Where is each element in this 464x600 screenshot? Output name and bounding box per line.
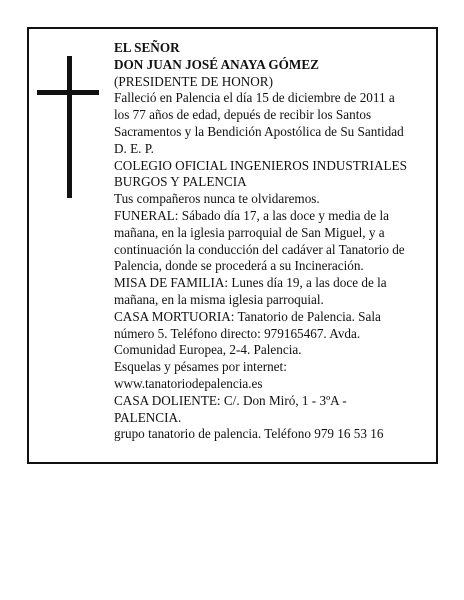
notice-line: Tus compañeros nunca te olvidaremos. xyxy=(114,191,320,207)
obituary-text xyxy=(114,40,426,443)
notice-line: grupo tanatorio de palencia. Teléfono 979 16 53 16 xyxy=(114,426,384,442)
notice-line: COLEGIO OFICIAL INGENIEROS INDUSTRIALES xyxy=(114,157,407,173)
notice-line: D. E. P. xyxy=(114,140,154,156)
notice-line: mañana, en la iglesia parroquial de San Miguel, y a xyxy=(114,224,385,240)
notice-line: continuación la conducción del cadáver al Tanatorio de xyxy=(114,241,405,257)
notice-line: CASA MORTUORIA: Tanatorio de Palencia. Sala xyxy=(114,308,381,324)
notice-line: Sacramentos y la Bendición Apostólica de Su Santidad xyxy=(114,123,404,139)
notice-line: Palencia, donde se procederá a su Incineración. xyxy=(114,258,364,274)
notice-line: Comunidad Europea, 2-4. Palencia. xyxy=(114,342,302,358)
cross-horizontal-bar xyxy=(37,90,99,95)
notice-line: EL SEÑOR xyxy=(114,40,180,55)
notice-line: Esquelas y pésames por internet: xyxy=(114,359,287,375)
notice-line: CASA DOLIENTE: C/. Don Miró, 1 - 3ºA - xyxy=(114,392,347,408)
notice-line: BURGOS Y PALENCIA xyxy=(114,174,247,190)
notice-line: FUNERAL: Sábado día 17, a las doce y media de la xyxy=(114,207,390,223)
notice-line: Falleció en Palencia el día 15 de diciembre de 2011 a xyxy=(114,90,395,106)
notice-line: (PRESIDENTE DE HONOR) xyxy=(114,73,273,89)
cross-vertical-bar xyxy=(67,56,72,198)
notice-line: PALENCIA. xyxy=(114,409,182,425)
notice-line: número 5. Teléfono directo: 979165467. Avda. xyxy=(114,325,361,341)
notice-line: los 77 años de edad, depués de recibir los Santos xyxy=(114,107,372,123)
notice-line: mañana, en la misma iglesia parroquial. xyxy=(114,291,324,307)
latin-cross-icon xyxy=(37,56,99,198)
notice-line: MISA DE FAMILIA: Lunes día 19, a las doce de la xyxy=(114,275,387,291)
website-link[interactable]: www.tanatoriodepalencia.es xyxy=(114,375,263,391)
notice-line: DON JUAN JOSÉ ANAYA GÓMEZ xyxy=(114,56,319,72)
